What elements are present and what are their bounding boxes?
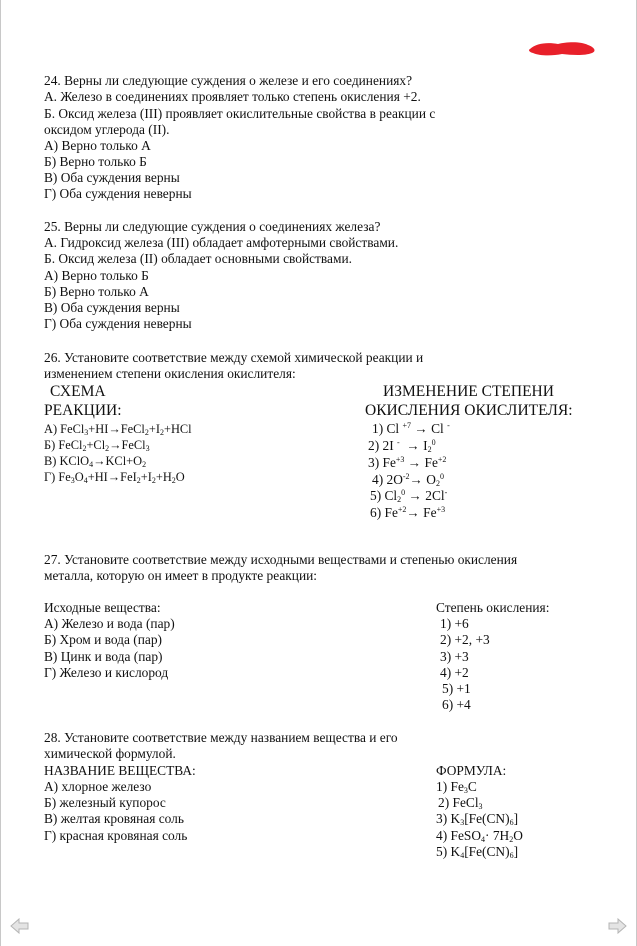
q27-substance-item: А) Железо и вода (пар) (44, 616, 175, 631)
q28-name-item: Г) красная кровяная соль (44, 828, 188, 843)
q28-name-item: Б) железный купорос (44, 795, 166, 810)
next-page-icon[interactable] (607, 918, 627, 934)
q26-right-header-line1: ИЗМЕНЕНИЕ СТЕПЕНИ (383, 383, 554, 400)
q28-name-item: А) хлорное железо (44, 779, 152, 794)
q28-right-header: ФОРМУЛА: (436, 763, 507, 778)
q27-oxidation-item: 3) +3 (440, 649, 469, 664)
q28-formula-item: 3) $K_3[Fe(CN)_6]$ (436, 811, 519, 827)
q26-title-line1: 26. Установите соответствие между схемой химической реакции и (44, 350, 424, 365)
q25-statement-a: А. Гидроксид железа (III) обладает амфотерными свойствами. (44, 235, 399, 250)
q25-option: Б) Верно только А (44, 284, 149, 299)
q26-oxidation-change: 2) 2I $^- \to I_2^0$ (368, 438, 436, 454)
q27-title-line1: 27. Установите соответствие между исходными веществами и степенью окисления (44, 552, 518, 567)
q25-option: А) Верно только Б (44, 268, 149, 283)
q28-name-item: В) желтая кровяная соль (44, 811, 184, 826)
q24-option: Г) Оба суждения неверны (44, 186, 192, 201)
q26-oxidation-change: 5) $Cl_2^0 \to 2Cl^-$ (370, 488, 448, 504)
q24-option: А) Верно только А (44, 138, 151, 153)
q24-option: Б) Верно только Б (44, 154, 147, 169)
page-border-left (0, 0, 1, 946)
q24-statement-b-line1: Б. Оксид железа (III) проявляет окислительные свойства в реакции с (44, 106, 436, 121)
q24-title: 24. Верны ли следующие суждения о железе и его соединениях? (44, 73, 413, 88)
q26-left-header-line1: СХЕМА (50, 383, 106, 400)
q26-left-header-line2: РЕАКЦИИ: (44, 402, 122, 419)
q27-substance-item: В) Цинк и вода (пар) (44, 649, 163, 664)
q26-oxidation-change: 1) Cl $^{+7}$ → Cl - (372, 421, 450, 436)
q27-oxidation-item: 1) +6 (440, 616, 469, 631)
q24-statement-a: А. Железо в соединениях проявляет только степень окисления +2. (44, 89, 421, 104)
q28-formula-item: 2) FeCl$_3$ (438, 795, 483, 811)
q27-oxidation-item: 2) +2, +3 (440, 632, 490, 647)
q25-statement-b: Б. Оксид железа (II) обладает основными свойствами. (44, 251, 352, 266)
q26-right-header-line2: ОКИСЛЕНИЯ ОКИСЛИТЕЛЯ: (365, 402, 573, 419)
q28-formula-item: 1) $Fe_3C$ (436, 779, 477, 795)
q24-option: В) Оба суждения верны (44, 170, 180, 185)
q27-substance-item: Г) Железо и кислород (44, 665, 169, 680)
q26-oxidation-change: 6) $Fe^{+2}\to Fe^{+3}$ (370, 505, 446, 520)
q27-oxidation-item: 6) +4 (442, 697, 471, 712)
q25-title: 25. Верны ли следующие суждения о соединениях железа? (44, 219, 381, 234)
q26-oxidation-change: 3) $Fe^{+3} \to Fe^{+2}$ (368, 455, 447, 470)
q26-reaction-item: Г) $Fe_3O_4+HI\to FeI_2+I_2+H_2O$ (44, 470, 185, 485)
q26-reaction-item: А) $FeCl_3+HI\to FeCl_2+I_2+HCl$ (44, 422, 192, 437)
q28-title-line2: химической формулой. (44, 746, 176, 761)
q25-option: Г) Оба суждения неверны (44, 316, 192, 331)
q28-title-line1: 28. Установите соответствие между названием вещества и его (44, 730, 398, 745)
q27-oxidation-item: 5) +1 (442, 681, 471, 696)
q24-statement-b-line2: оксидом углерода (II). (44, 122, 170, 137)
prev-page-icon[interactable] (10, 918, 30, 934)
q28-formula-item: 4) FeSO$_4$· $7H_2O$ (436, 828, 523, 844)
q25-option: В) Оба суждения верны (44, 300, 180, 315)
q27-oxidation-item: 4) +2 (440, 665, 469, 680)
q26-oxidation-change: 4) $2O^{-2}\to O_2^0$ (372, 472, 444, 488)
q27-left-header: Исходные вещества: (44, 600, 161, 615)
q27-substance-item: Б) Хром и вода (пар) (44, 632, 163, 647)
q26-reaction-item: Б) $FeCl_2+Cl_2\to FeCl_3$ (44, 438, 150, 453)
q26-title-line2: изменением степени окисления окислителя: (44, 366, 296, 381)
q26-reaction-item: В) $KClO_4\to KCl+O_2$ (44, 454, 147, 469)
q27-right-header: Степень окисления: (436, 600, 550, 615)
q27-title-line2: металла, которую он имеет в продукте реакции: (44, 568, 318, 583)
q28-formula-item: 5) $K_4[Fe(CN)_6]$ (436, 844, 519, 860)
red-scribble-redaction (528, 40, 598, 58)
q28-left-header: НАЗВАНИЕ ВЕЩЕСТВА: (44, 763, 196, 778)
